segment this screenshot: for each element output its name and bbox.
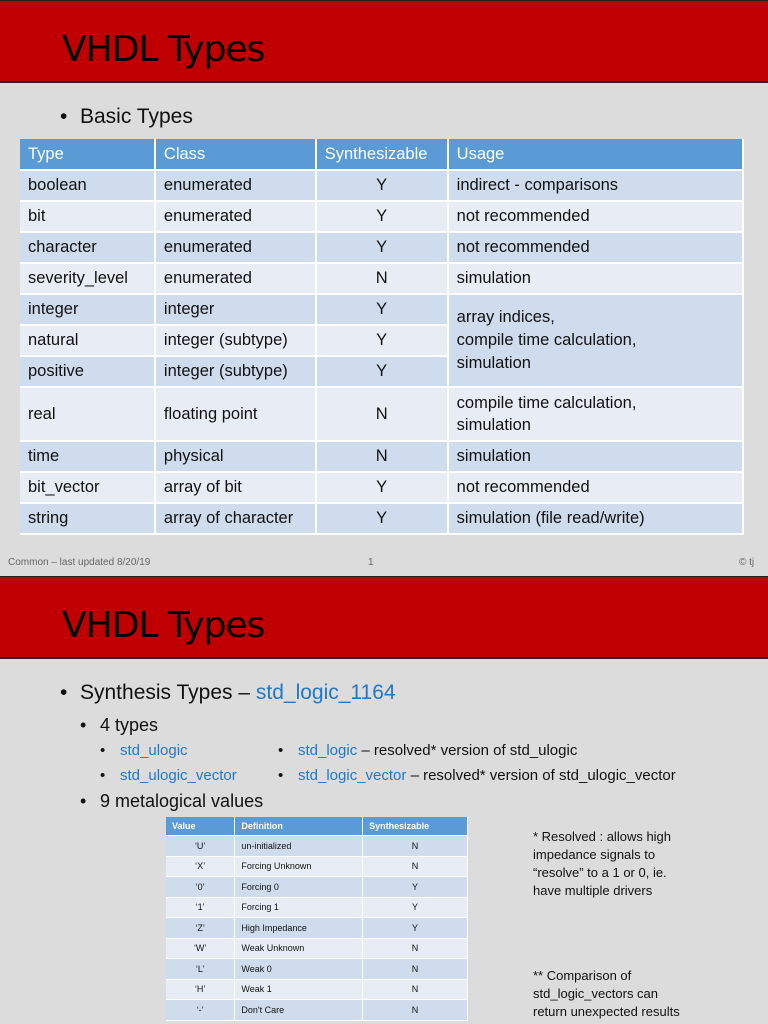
- cell-synth: Y: [316, 201, 448, 232]
- header-definition: Definition: [235, 817, 363, 836]
- title-bar: [0, 576, 768, 659]
- std-ulogic-vector-link[interactable]: std_ulogic_vector: [120, 767, 237, 784]
- table-row: [166, 897, 468, 918]
- type-desc: – resolved* version of std_ulogic: [357, 742, 578, 759]
- slide-title: VHDL Types: [62, 605, 265, 646]
- cell-class: enumerated: [155, 263, 316, 294]
- table-row: [166, 979, 468, 1000]
- cell-synth: N: [363, 959, 468, 980]
- type-item: [278, 767, 676, 784]
- cell-usage: not recommended: [448, 201, 743, 232]
- bullet-dot: •: [100, 742, 106, 759]
- usage-line: simulation: [456, 416, 531, 434]
- cell-class: physical: [155, 441, 316, 472]
- footer-right: © tj: [739, 557, 755, 568]
- cell-synth: N: [316, 263, 448, 294]
- cell-synth: Y: [316, 232, 448, 263]
- cell-value: ‘0’: [166, 877, 235, 898]
- cell-class: enumerated: [155, 170, 316, 201]
- cell-synth: Y: [316, 325, 448, 356]
- cell-value: ‘L’: [166, 959, 235, 980]
- usage-line: array indices,: [456, 308, 555, 326]
- cell-synth: Y: [363, 918, 468, 939]
- cell-synth: Y: [316, 356, 448, 387]
- cell-class: enumerated: [155, 201, 316, 232]
- bullet-synthesis-types: [60, 681, 396, 705]
- cell-definition: Forcing Unknown: [235, 856, 363, 877]
- table-row: [166, 959, 468, 980]
- slide-title: VHDL Types: [62, 29, 265, 70]
- bullet-text: 4 types: [100, 715, 159, 735]
- cell-usage-merged: [448, 294, 743, 387]
- table-row: [20, 294, 743, 325]
- comparison-note: [533, 967, 733, 1021]
- cell-type: character: [20, 232, 155, 263]
- cell-synth: N: [363, 836, 468, 857]
- cell-usage: indirect - comparisons: [448, 170, 743, 201]
- table-row: [166, 836, 468, 857]
- sub-bullet-metalogical: [80, 791, 263, 812]
- bullet-dot: •: [60, 681, 68, 704]
- cell-type: boolean: [20, 170, 155, 201]
- table-header-row: [166, 817, 468, 836]
- header-synthesizable: Synthesizable: [363, 817, 468, 836]
- bullet-text: 9 metalogical values: [100, 791, 264, 811]
- cell-definition: un-initialized: [235, 836, 363, 857]
- std-logic-link[interactable]: std_logic: [298, 742, 358, 759]
- title-bar: [0, 0, 768, 83]
- table-row: [166, 938, 468, 959]
- cell-definition: Weak 0: [235, 959, 363, 980]
- cell-usage: not recommended: [448, 232, 743, 263]
- note-line: return unexpected results: [533, 1004, 680, 1019]
- cell-synth: N: [363, 938, 468, 959]
- cell-class: integer (subtype): [155, 356, 316, 387]
- cell-usage: simulation: [448, 441, 743, 472]
- sub-bullet-4-types: [80, 715, 158, 736]
- usage-line: compile time calculation,: [456, 331, 637, 349]
- cell-value: ‘U’: [166, 836, 235, 857]
- cell-synth: N: [316, 387, 448, 441]
- footer-left: Common – last updated 8/20/19: [8, 557, 151, 568]
- cell-type: string: [20, 503, 155, 534]
- cell-class: array of character: [155, 503, 316, 534]
- cell-synth: N: [363, 856, 468, 877]
- bullet-text: Basic Types: [80, 105, 193, 128]
- note-line: std_logic_vectors can: [533, 986, 659, 1001]
- cell-class: integer (subtype): [155, 325, 316, 356]
- table-row: [166, 877, 468, 898]
- header-type: Type: [20, 139, 155, 170]
- cell-class: integer: [155, 294, 316, 325]
- resolved-note: [533, 828, 733, 900]
- cell-type: integer: [20, 294, 155, 325]
- header-synthesizable: Synthesizable: [316, 139, 448, 170]
- header-value: Value: [166, 817, 235, 836]
- table-row: [166, 918, 468, 939]
- note-line: have multiple drivers: [533, 883, 653, 898]
- table-row: [20, 263, 743, 294]
- cell-usage: not recommended: [448, 472, 743, 503]
- std-ulogic-link[interactable]: std_ulogic: [120, 742, 188, 759]
- table-row: [20, 441, 743, 472]
- cell-type: time: [20, 441, 155, 472]
- bullet-dot: •: [60, 105, 68, 128]
- usage-line: compile time calculation,: [456, 394, 637, 412]
- cell-type: real: [20, 387, 155, 441]
- bullet-dot: •: [80, 715, 87, 735]
- table-row: [20, 232, 743, 263]
- type-item: [100, 767, 237, 784]
- header-class: Class: [155, 139, 316, 170]
- cell-value: ‘W’: [166, 938, 235, 959]
- cell-definition: Don't Care: [235, 1000, 363, 1021]
- cell-synth: N: [363, 1000, 468, 1021]
- note-line: impedance signals to: [533, 847, 656, 862]
- bullet-dot: •: [100, 767, 106, 784]
- cell-value: ‘Z’: [166, 918, 235, 939]
- type-item: [100, 742, 188, 759]
- table-row: [166, 856, 468, 877]
- cell-usage: simulation: [448, 263, 743, 294]
- table-row: [20, 472, 743, 503]
- bullet-text: Synthesis Types –: [80, 681, 256, 704]
- cell-type: severity_level: [20, 263, 155, 294]
- cell-synth: Y: [316, 294, 448, 325]
- cell-type: bit: [20, 201, 155, 232]
- cell-synth: Y: [316, 503, 448, 534]
- cell-definition: Forcing 0: [235, 877, 363, 898]
- bullet-dot: •: [278, 767, 284, 784]
- type-item: [278, 742, 577, 759]
- cell-usage: simulation (file read/write): [448, 503, 743, 534]
- cell-type: natural: [20, 325, 155, 356]
- cell-synth: N: [363, 979, 468, 1000]
- cell-class: floating point: [155, 387, 316, 441]
- cell-usage: [448, 387, 743, 441]
- bullet-dot: •: [278, 742, 284, 759]
- header-usage: Usage: [448, 139, 743, 170]
- cell-type: positive: [20, 356, 155, 387]
- cell-value: ‘1’: [166, 897, 235, 918]
- table-row: [166, 1000, 468, 1021]
- table-header-row: [20, 139, 743, 170]
- std-logic-1164-link[interactable]: std_logic_1164: [255, 681, 396, 704]
- slide-2: [0, 576, 768, 1024]
- cell-definition: Forcing 1: [235, 897, 363, 918]
- table-row: [20, 503, 743, 534]
- footer-page-number: 1: [368, 557, 374, 568]
- cell-class: array of bit: [155, 472, 316, 503]
- type-desc: – resolved* version of std_ulogic_vector: [406, 767, 676, 784]
- note-line: ** Comparison of: [533, 968, 632, 983]
- metalogical-values-table: [166, 817, 468, 1021]
- table-row: [20, 170, 743, 201]
- cell-value: ‘H’: [166, 979, 235, 1000]
- cell-synth: Y: [316, 472, 448, 503]
- cell-class: enumerated: [155, 232, 316, 263]
- note-line: * Resolved : allows high: [533, 829, 672, 844]
- cell-synth: N: [316, 441, 448, 472]
- cell-definition: Weak Unknown: [235, 938, 363, 959]
- cell-definition: Weak 1: [235, 979, 363, 1000]
- cell-definition: High Impedance: [235, 918, 363, 939]
- note-line: “resolve” to a 1 or 0, ie.: [533, 865, 667, 880]
- basic-types-table: [20, 139, 744, 535]
- bullet-dot: •: [80, 791, 87, 811]
- cell-synth: Y: [363, 897, 468, 918]
- cell-value: ‘-’: [166, 1000, 235, 1021]
- cell-value: ‘X’: [166, 856, 235, 877]
- std-logic-vector-link[interactable]: std_logic_vector: [298, 767, 407, 784]
- cell-type: bit_vector: [20, 472, 155, 503]
- bullet-basic-types: [60, 105, 193, 129]
- cell-synth: Y: [316, 170, 448, 201]
- table-row: [20, 201, 743, 232]
- usage-line: simulation: [456, 354, 531, 372]
- table-row: [20, 387, 743, 441]
- cell-synth: Y: [363, 877, 468, 898]
